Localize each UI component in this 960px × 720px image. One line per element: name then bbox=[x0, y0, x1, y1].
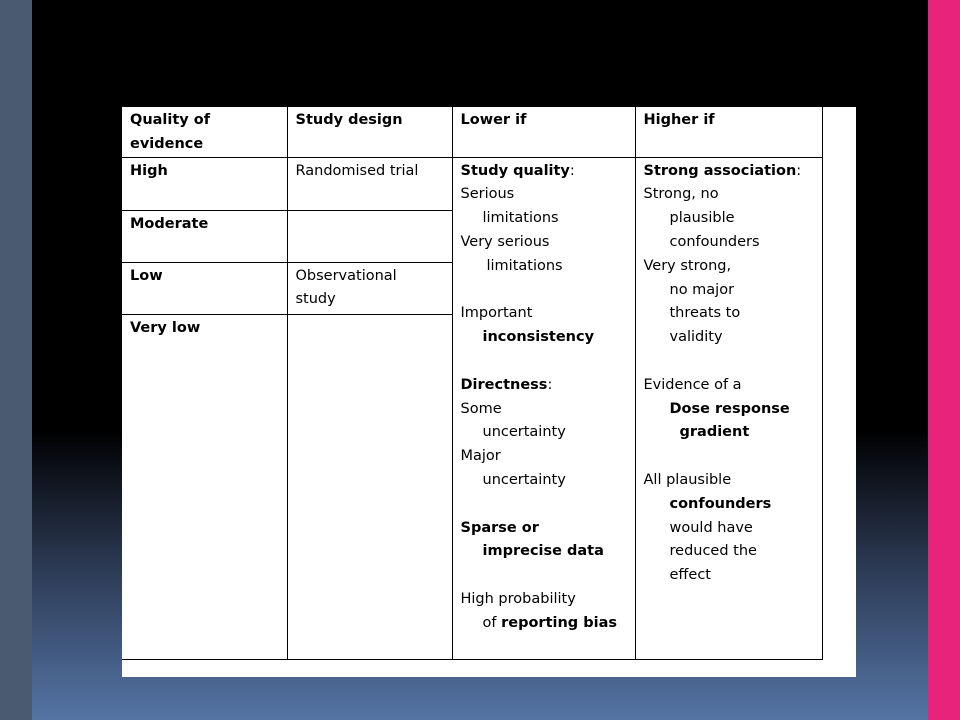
header-design-label: Study design bbox=[295, 112, 403, 128]
design-low-cell bbox=[287, 262, 452, 314]
very-strong-line1: Very strong, bbox=[643, 257, 732, 274]
spacer bbox=[461, 564, 629, 588]
serious-line1: Serious bbox=[460, 186, 515, 203]
design-randomised-trial: Randomised trial bbox=[295, 162, 419, 179]
quality-very-low-cell bbox=[122, 314, 287, 659]
quality-very-low: Very low bbox=[130, 319, 201, 336]
spacer bbox=[461, 350, 629, 374]
spacer bbox=[461, 493, 629, 517]
higher-if-cell bbox=[635, 157, 822, 659]
evidence-of-line: Evidence of a bbox=[643, 376, 742, 393]
header-quality bbox=[122, 107, 287, 157]
design-observational-line2: study bbox=[295, 291, 336, 308]
all-plausible-line: All plausible bbox=[643, 471, 732, 488]
study-quality-colon: : bbox=[569, 162, 575, 179]
sparse-line1: Sparse or bbox=[460, 519, 539, 536]
strong-line1: Strong, no bbox=[643, 186, 719, 203]
of-word: of bbox=[482, 614, 497, 631]
strong-line2: plausible bbox=[669, 210, 735, 227]
confounders-line: confounders bbox=[669, 495, 772, 512]
reporting-bias-line bbox=[461, 612, 629, 636]
design-observational-line1: Observational bbox=[295, 267, 397, 284]
left-accent-bar bbox=[0, 0, 32, 720]
dose-line2: gradient bbox=[679, 424, 750, 441]
directness-label: Directness bbox=[460, 376, 548, 393]
important-line: Important bbox=[460, 305, 533, 322]
some-line2: uncertainty bbox=[482, 424, 566, 441]
quality-low: Low bbox=[130, 267, 163, 284]
would-have-line3: effect bbox=[669, 567, 711, 584]
spacer bbox=[461, 279, 629, 303]
very-strong-line2: no major bbox=[669, 281, 735, 298]
very-serious-line2: limitations bbox=[486, 257, 563, 274]
study-quality-label: Study quality bbox=[460, 162, 570, 179]
major-line2: uncertainty bbox=[482, 471, 566, 488]
quality-high: High bbox=[130, 162, 168, 179]
very-serious-line1: Very serious bbox=[460, 233, 550, 250]
very-strong-line4: validity bbox=[669, 329, 723, 346]
dose-line1: Dose response bbox=[669, 400, 790, 417]
spacer bbox=[644, 445, 816, 469]
design-very-low-cell bbox=[287, 314, 452, 659]
spacer bbox=[644, 350, 816, 374]
high-probability-line: High probability bbox=[460, 590, 576, 607]
right-accent-bar bbox=[928, 0, 960, 720]
table-header-row bbox=[122, 107, 822, 157]
quality-moderate-cell bbox=[122, 210, 287, 262]
would-have-line2: reduced the bbox=[669, 543, 757, 560]
would-have-line1: would have bbox=[669, 519, 753, 536]
major-line1: Major bbox=[460, 448, 501, 465]
directness-line bbox=[461, 374, 629, 398]
evidence-quality-table bbox=[122, 107, 823, 660]
header-quality-line2: evidence bbox=[130, 135, 204, 152]
header-higher bbox=[635, 107, 822, 157]
strong-association-colon: : bbox=[796, 162, 802, 179]
design-high-cell bbox=[287, 157, 452, 210]
header-lower-label: Lower if bbox=[460, 112, 527, 128]
lower-if-cell bbox=[452, 157, 635, 659]
design-moderate-cell bbox=[287, 210, 452, 262]
evidence-table-image bbox=[122, 107, 856, 677]
quality-high-cell bbox=[122, 157, 287, 210]
quality-low-cell bbox=[122, 262, 287, 314]
very-strong-line3: threats to bbox=[669, 305, 741, 322]
strong-association-label: Strong association bbox=[643, 162, 797, 179]
header-higher-label: Higher if bbox=[643, 112, 715, 128]
study-quality-line bbox=[461, 160, 629, 184]
some-line1: Some bbox=[460, 400, 502, 417]
header-quality-line1: Quality of bbox=[130, 112, 211, 128]
quality-moderate: Moderate bbox=[130, 215, 209, 232]
sparse-line2: imprecise data bbox=[482, 543, 604, 560]
directness-colon: : bbox=[547, 376, 553, 393]
strong-line3: confounders bbox=[669, 233, 760, 250]
strong-association-line bbox=[644, 160, 816, 184]
header-design bbox=[287, 107, 452, 157]
header-lower bbox=[452, 107, 635, 157]
inconsistency-line: inconsistency bbox=[482, 329, 595, 346]
serious-line2: limitations bbox=[482, 210, 559, 227]
table-row-high bbox=[122, 157, 822, 210]
reporting-bias-label: reporting bias bbox=[501, 614, 617, 631]
